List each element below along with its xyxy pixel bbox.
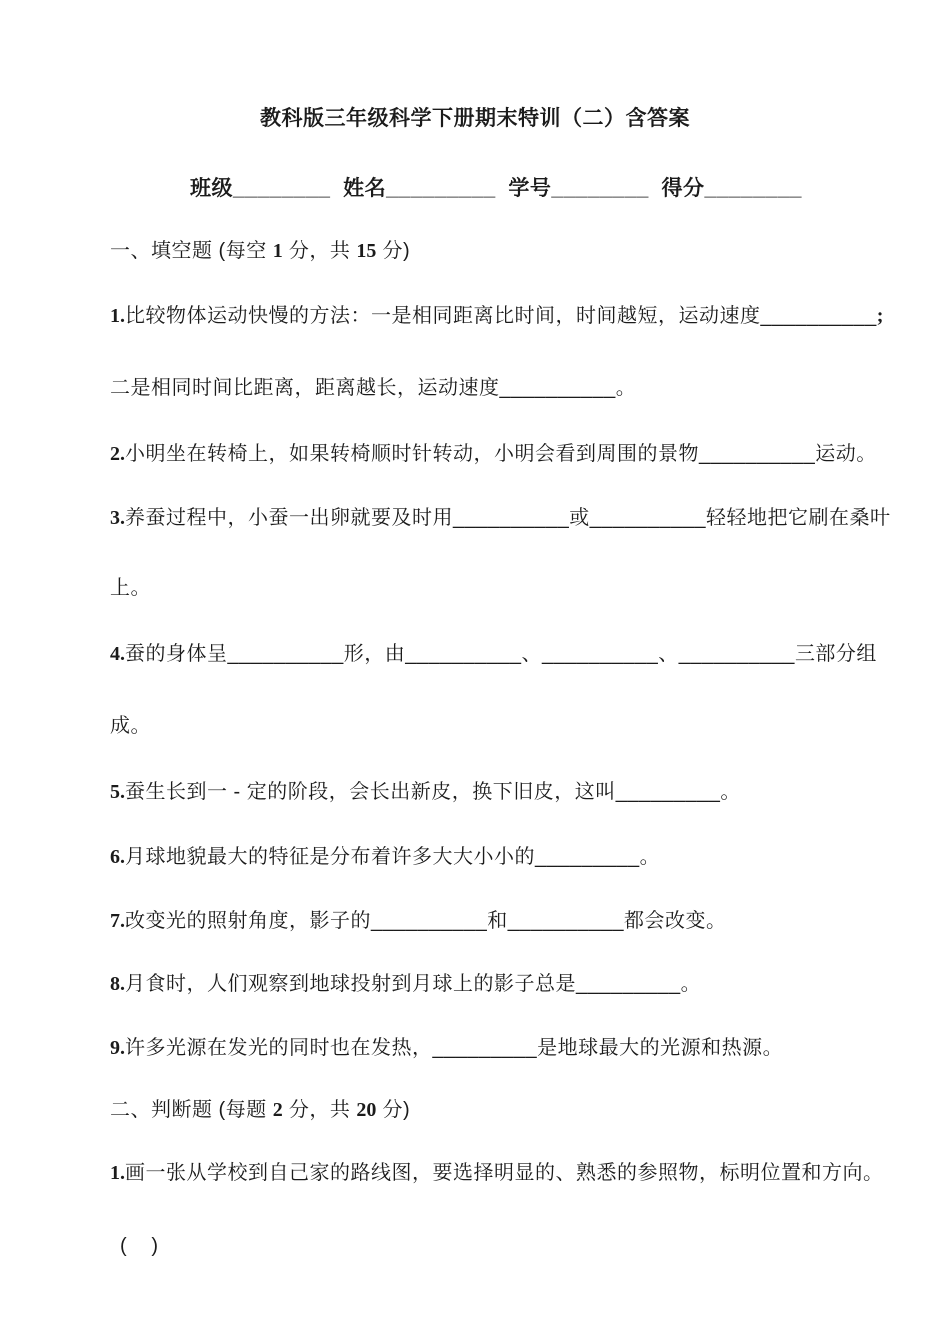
text-segment: 比较物体运动快慢的方法：一是相同距离比时间，时间越短，运动速度 (125, 305, 761, 327)
text-segment: 二、判断题 (每题 (110, 1099, 273, 1121)
blank-field: _________ (432, 1037, 538, 1059)
text-segment: 5. (110, 781, 125, 803)
text-segment: 轻轻地把它刷在桑叶 (705, 507, 891, 529)
fill-question-2 (110, 441, 877, 467)
text-segment: 分) (376, 240, 411, 262)
text-segment: 4. (110, 643, 125, 665)
text-segment: 得分 (648, 177, 705, 200)
text-segment: 。 (639, 846, 661, 868)
blank-field: ________ (551, 177, 649, 200)
fill-question-7 (110, 908, 726, 934)
text-segment: ( ) (120, 1235, 159, 1257)
text-segment: 教科版三年级科学下册期末特训（二）含答案 (260, 107, 690, 130)
text-segment: 姓名 (330, 177, 387, 200)
blank-field: __________ (453, 507, 570, 529)
text-segment: 学号 (495, 177, 552, 200)
text-segment: 和 (487, 910, 508, 932)
blank-field: __________ (405, 643, 522, 665)
text-segment: 分，共 (282, 1099, 357, 1121)
section-heading-fill-in-blanks (110, 238, 410, 264)
blank-field: __________ (227, 643, 344, 665)
text-segment: 是地球最大的光源和热源。 (537, 1037, 784, 1059)
fill-question-1-line-1 (110, 303, 883, 329)
text-segment: 6. (110, 846, 125, 868)
text-segment: 。 (720, 781, 741, 803)
text-segment: 成。 (110, 715, 151, 737)
blank-field: __________ (541, 643, 659, 665)
judge-question-1-answer-brackets (120, 1233, 159, 1259)
text-segment: 许多光源在发光的同时也在发热， (125, 1037, 433, 1059)
blank-field: __________ (699, 443, 816, 465)
blank-field: _________ (615, 781, 721, 803)
student-info-row (190, 176, 802, 202)
fill-question-8 (110, 971, 701, 997)
fill-question-1-line-2 (110, 375, 636, 401)
text-segment: 1. (110, 1162, 125, 1184)
text-segment: 蚕生长到一 - 定的阶段，会长出新皮，换下旧皮，这叫 (125, 781, 616, 803)
text-segment: 分，共 (282, 240, 357, 262)
fill-question-3-line-2 (110, 575, 151, 601)
judge-question-1-line-1 (110, 1160, 884, 1186)
fill-question-3-line-1 (110, 505, 890, 531)
text-segment: 8. (110, 973, 125, 995)
text-segment: 2. (110, 443, 125, 465)
blank-field: ________ (233, 177, 331, 200)
text-segment: 班级 (190, 177, 233, 200)
fill-question-5 (110, 779, 741, 805)
text-segment: 1. (110, 305, 125, 327)
text-segment: 二是相同时间比距离，距离越长，运动速度 (110, 377, 500, 399)
text-segment: 月食时，人们观察到地球投射到月球上的影子总是 (125, 973, 576, 995)
text-segment: 小明坐在转椅上，如果转椅顺时针转动，小明会看到周围的景物 (125, 443, 699, 465)
fill-question-6 (110, 844, 660, 870)
text-segment: 画一张从学校到自己家的路线图，要选择明显的、熟悉的参照物，标明位置和方向。 (125, 1162, 884, 1184)
blank-field: __________ (678, 643, 795, 665)
blank-field: __________ (760, 305, 877, 327)
section-heading-true-false (110, 1097, 410, 1123)
fill-question-4-line-1 (110, 641, 877, 667)
blank-field: __________ (589, 507, 706, 529)
text-segment: 都会改变。 (623, 910, 727, 932)
fill-question-9 (110, 1035, 783, 1061)
text-segment: 分) (376, 1099, 411, 1121)
text-segment: 形，由 (343, 643, 406, 665)
text-segment: 2 (272, 1099, 283, 1121)
text-segment: 、 (521, 643, 542, 665)
text-segment: 一、填空题 (每空 (110, 240, 273, 262)
blank-field: __________ (371, 910, 488, 932)
text-segment: 改变光的照射角度，影子的 (125, 910, 371, 932)
text-segment: 1 (272, 240, 283, 262)
text-segment: 20 (356, 1099, 377, 1121)
fill-question-4-line-2 (110, 713, 151, 739)
text-segment: 3. (110, 507, 125, 529)
text-segment: 或 (569, 507, 590, 529)
blank-field: __________ (507, 910, 624, 932)
text-segment: 7. (110, 910, 125, 932)
text-segment: 月球地貌最大的特征是分布着许多大大小小的 (125, 846, 535, 868)
text-segment: 上。 (110, 577, 151, 599)
text-segment: 。 (680, 973, 702, 995)
text-segment: 、 (658, 643, 679, 665)
text-segment: 15 (356, 240, 377, 262)
text-segment: 养蚕过程中，小蚕一出卵就要及时用 (125, 507, 453, 529)
text-segment: 9. (110, 1037, 125, 1059)
text-segment: 运动。 (815, 443, 877, 465)
doc-title (0, 106, 950, 132)
blank-field: __________ (499, 377, 616, 399)
text-segment: 蚕的身体呈 (125, 643, 228, 665)
text-segment: 三部分组 (794, 643, 877, 665)
blank-field: ________ (704, 177, 802, 200)
text-segment: ; (876, 305, 884, 327)
text-segment: 。 (615, 377, 637, 399)
blank-field: _________ (535, 846, 640, 868)
blank-field: _________ (386, 177, 496, 200)
blank-field: _________ (576, 973, 681, 995)
